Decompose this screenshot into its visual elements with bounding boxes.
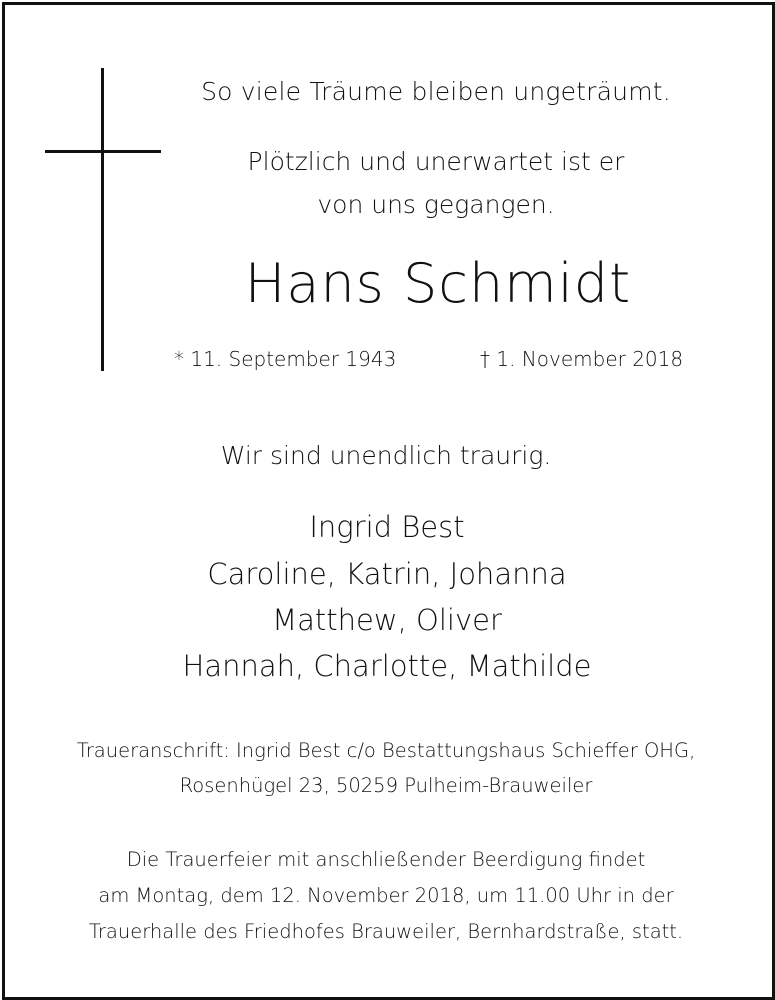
deceased-name: Hans Schmidt (244, 252, 632, 315)
service-info-line: am Montag, dem 12. November 2018, um 11.00 Uhr in der (98, 884, 674, 907)
cross-vertical-bar (101, 68, 104, 371)
subline-1: Plötzlich und unerwartet ist er (247, 147, 625, 176)
mourning-address-line: Rosenhügel 23, 50259 Pulheim-Brauweiler (179, 774, 593, 797)
family-line: Ingrid Best (309, 510, 465, 544)
birth-date: * 11. September 1943 (174, 347, 397, 371)
service-info-line: Trauerhalle des Friedhofes Brauweiler, Bernhardstraße, statt. (88, 920, 684, 943)
death-date: † 1. November 2018 (480, 347, 684, 371)
mourning-statement: Wir sind unendlich traurig. (220, 441, 552, 470)
cross-horizontal-bar (45, 150, 161, 153)
service-info-line: Die Trauerfeier mit anschließender Beerdigung findet (126, 848, 646, 871)
family-line: Hannah, Charlotte, Mathilde (182, 649, 592, 683)
family-line: Matthew, Oliver (272, 603, 502, 637)
motto: So viele Träume bleiben ungeträumt. (201, 77, 671, 106)
mourning-address-line: Traueranschrift: Ingrid Best c/o Bestattungshaus Schieffer OHG, (76, 739, 696, 762)
subline-2: von uns gegangen. (317, 190, 555, 219)
family-line: Caroline, Katrin, Johanna (207, 557, 567, 591)
